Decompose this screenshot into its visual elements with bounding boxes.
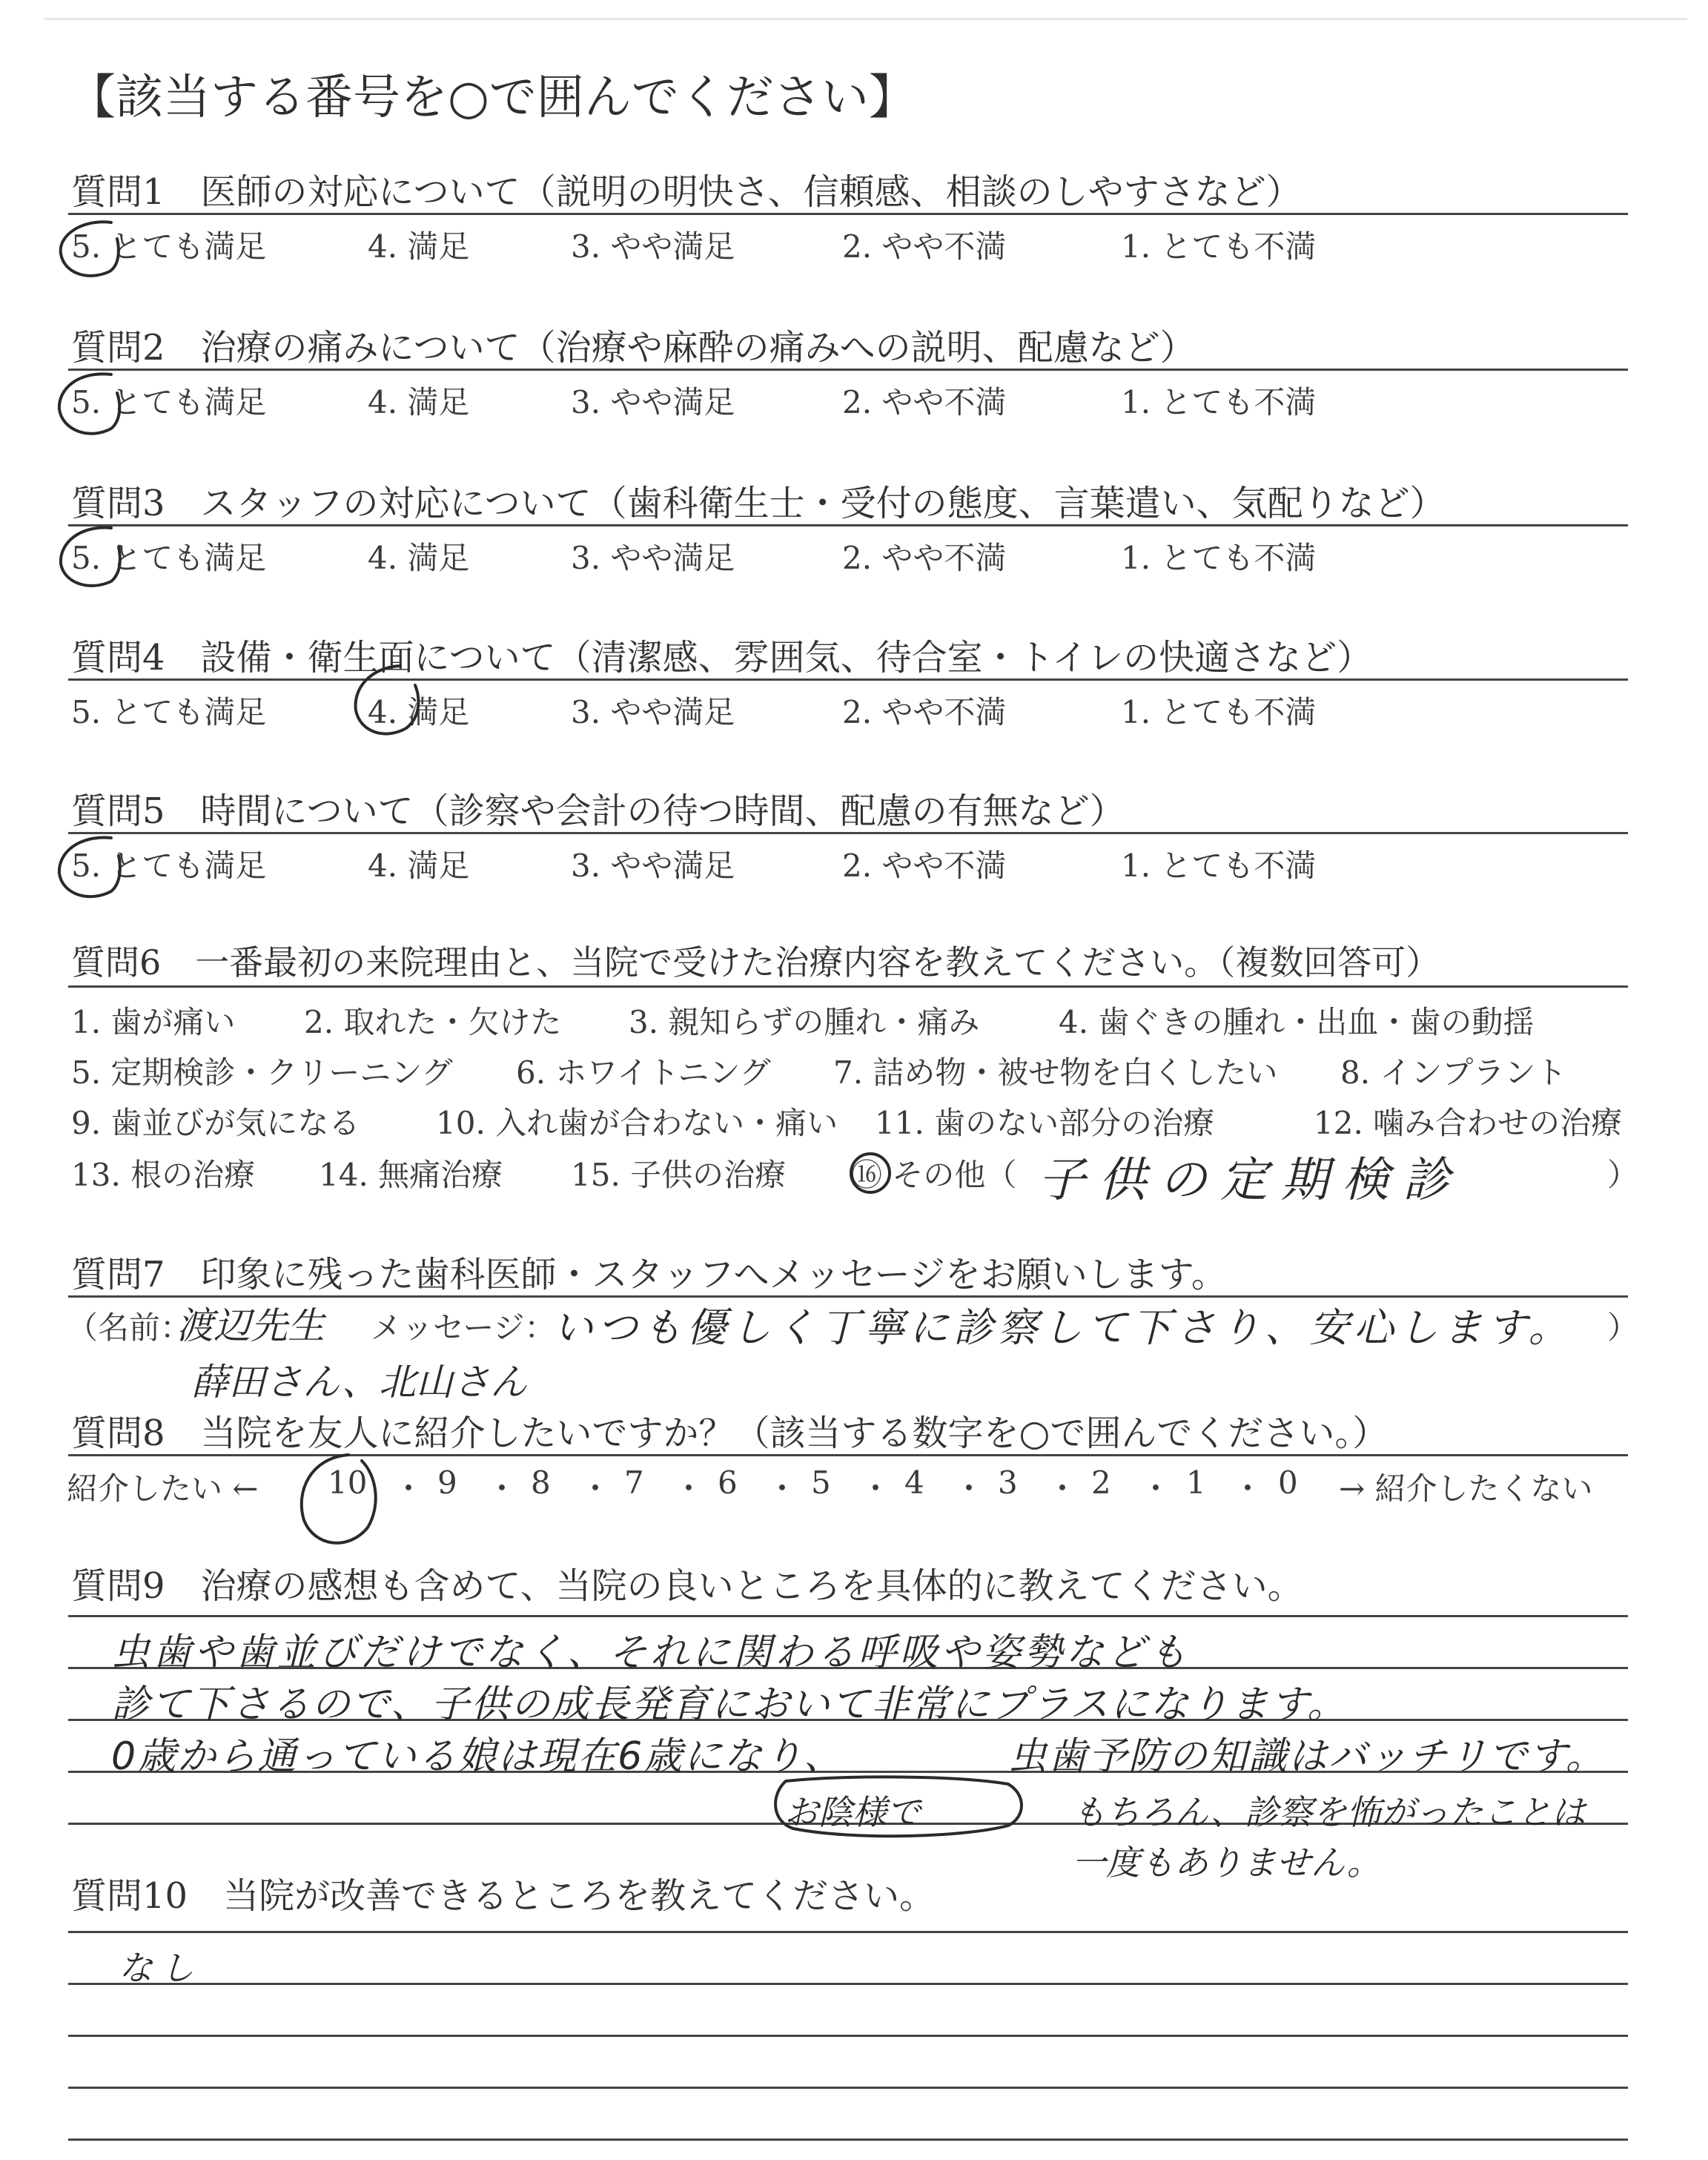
- q9-answer-line-3[interactable]: 0歳から通っている娘は現在6歳になり、: [111, 1734, 844, 1779]
- q6-option-16[interactable]: ⑯ その他（: [851, 1157, 1017, 1193]
- q4-option-1[interactable]: 1. とても不満: [1121, 694, 1317, 730]
- q8-scale-sep: ・: [860, 1470, 892, 1507]
- q8-right-label: → 紹介したくない: [1339, 1470, 1593, 1507]
- q4-option-5[interactable]: 5. とても満足: [71, 694, 267, 730]
- q6-close-paren: ）: [1607, 1157, 1639, 1193]
- q6-option-5[interactable]: 5. 定期検診・クリーニング: [71, 1054, 453, 1091]
- form-header: 【該当する番号を○で囲んでください】: [68, 70, 916, 125]
- q6-title: 質問6 一番最初の来院理由と、当院で受けた治療内容を教えてください。（複数回答可）: [71, 942, 1440, 982]
- q9-rule-1: [68, 1615, 1628, 1617]
- q8-scale-10[interactable]: 10: [328, 1464, 368, 1501]
- q4-option-4[interactable]: 4. 満足: [368, 694, 470, 730]
- q4-title: 質問4 設備・衛生面について（清潔感、雰囲気、待合室・トイレの快適さなど）: [71, 637, 1373, 678]
- q8-scale-8[interactable]: 8: [531, 1464, 551, 1501]
- q8-scale-7[interactable]: 7: [624, 1464, 644, 1501]
- q9-answer-line-6[interactable]: もちろん、診察を怖がったことは: [1072, 1792, 1586, 1832]
- q6-option-10[interactable]: 10. 入れ歯が合わない・痛い: [436, 1105, 838, 1141]
- q6-option-4[interactable]: 4. 歯ぐきの腫れ・出血・歯の動揺: [1059, 1004, 1535, 1040]
- q8-scale-5[interactable]: 5: [811, 1464, 831, 1501]
- q7-name-label: （名前：: [67, 1309, 192, 1346]
- q10-answer[interactable]: なし: [119, 1948, 202, 1988]
- q1-option-3[interactable]: 3. やや満足: [571, 228, 735, 265]
- q7-title: 質問7 印象に残った歯科医師・スタッフへメッセージをお願いします。: [71, 1254, 1227, 1295]
- q3-option-5[interactable]: 5. とても満足: [71, 540, 267, 576]
- q6-option-11[interactable]: 11. 歯のない部分の治療: [875, 1105, 1215, 1141]
- q9-answer-line-1[interactable]: 虫歯や歯並びだけでなく、それに関わる呼吸や姿勢なども: [111, 1631, 1190, 1675]
- q2-option-4[interactable]: 4. 満足: [368, 384, 470, 420]
- q3-option-3[interactable]: 3. やや満足: [571, 540, 735, 576]
- q9-answer-okage[interactable]: お陰様で: [784, 1792, 921, 1832]
- q6-option-14[interactable]: 14. 無痛治療: [319, 1157, 503, 1193]
- q7-message-label: メッセージ：: [371, 1309, 556, 1346]
- q4-option-3[interactable]: 3. やや満足: [571, 694, 735, 730]
- q1-option-4[interactable]: 4. 満足: [368, 228, 470, 265]
- q5-option-4[interactable]: 4. 満足: [368, 848, 470, 884]
- q5-option-5[interactable]: 5. とても満足: [71, 848, 267, 884]
- q6-other-answer[interactable]: 子供の定期検診: [1038, 1153, 1463, 1208]
- q8-scale-sep: ・: [673, 1470, 705, 1507]
- q7-message-answer[interactable]: いつも優しく丁寧に診察して下さり、安心します。: [553, 1304, 1573, 1351]
- q8-title: 質問8 当院を友人に紹介したいですか？（該当する数字を○で囲んでください。）: [71, 1413, 1388, 1454]
- q9-answer-line-4[interactable]: 虫歯予防の知識はバッチリです。: [1008, 1734, 1606, 1779]
- q5-rule: [68, 832, 1628, 834]
- q6-option-13[interactable]: 13. 根の治療: [71, 1157, 256, 1193]
- q8-scale-9[interactable]: 9: [437, 1464, 457, 1501]
- q2-option-3[interactable]: 3. やや満足: [571, 384, 735, 420]
- q5-option-2[interactable]: 2. やや不満: [842, 848, 1007, 884]
- top-border: [44, 18, 1687, 20]
- q3-option-4[interactable]: 4. 満足: [368, 540, 470, 576]
- q6-option-8[interactable]: 8. インプラント: [1340, 1054, 1567, 1091]
- q4-rule: [68, 678, 1628, 681]
- q2-option-2[interactable]: 2. やや不満: [842, 384, 1007, 420]
- q2-option-1[interactable]: 1. とても不満: [1121, 384, 1317, 420]
- q8-scale-sep: ・: [953, 1470, 985, 1507]
- q2-rule: [68, 369, 1628, 371]
- q8-scale-sep: ・: [393, 1470, 425, 1507]
- q7-name-answer-2[interactable]: 薛田さん、北山さん: [191, 1361, 527, 1404]
- q10-rule-5: [68, 2138, 1628, 2141]
- q8-left-label: 紹介したい ←: [67, 1470, 259, 1507]
- q8-scale-sep: ・: [1047, 1470, 1079, 1507]
- q10-rule-3: [68, 2035, 1628, 2037]
- q1-rule: [68, 213, 1628, 215]
- q6-option-1[interactable]: 1. 歯が痛い: [71, 1004, 236, 1040]
- q1-title: 質問1 医師の対応について（説明の明快さ、信頼感、相談のしやすさなど）: [71, 171, 1302, 213]
- q8-scale-1[interactable]: 1: [1186, 1464, 1206, 1501]
- q10-rule-1: [68, 1931, 1628, 1933]
- q6-option-15[interactable]: 15. 子供の治療: [571, 1157, 787, 1193]
- q7-close-paren: ）: [1607, 1309, 1639, 1346]
- q6-option-12[interactable]: 12. 噛み合わせの治療: [1314, 1105, 1623, 1141]
- q1-option-2[interactable]: 2. やや不満: [842, 228, 1007, 265]
- q3-title: 質問3 スタッフの対応について（歯科衛生士・受付の態度、言葉遣い、気配りなど）: [71, 483, 1446, 524]
- q6-option-3[interactable]: 3. 親知らずの腫れ・痛み: [629, 1004, 980, 1040]
- q8-scale-0[interactable]: 0: [1278, 1464, 1298, 1501]
- q3-option-1[interactable]: 1. とても不満: [1121, 540, 1317, 576]
- q6-rule: [68, 985, 1628, 988]
- q8-scale-2[interactable]: 2: [1091, 1464, 1111, 1501]
- q6-option-7[interactable]: 7. 詰め物・被せ物を白くしたい: [833, 1054, 1278, 1091]
- q3-rule: [68, 524, 1628, 526]
- q8-rule: [68, 1454, 1628, 1456]
- q8-scale-sep: ・: [580, 1470, 612, 1507]
- q4-option-2[interactable]: 2. やや不満: [842, 694, 1007, 730]
- q9-answer-line-7[interactable]: 一度もありません。: [1072, 1843, 1381, 1883]
- q8-scale-4[interactable]: 4: [904, 1464, 924, 1501]
- q2-option-5[interactable]: 5. とても満足: [71, 384, 267, 420]
- q2-title: 質問2 治療の痛みについて（治療や麻酔の痛みへの説明、配慮など）: [71, 327, 1196, 369]
- q8-scale-6[interactable]: 6: [718, 1464, 738, 1501]
- q7-name-answer[interactable]: 渡辺先生: [176, 1304, 325, 1347]
- q10-rule-2: [68, 1983, 1628, 1985]
- q1-option-1[interactable]: 1. とても不満: [1121, 228, 1317, 265]
- q8-scale-sep: ・: [1232, 1470, 1264, 1507]
- q5-title: 質問5 時間について（診察や会計の待つ時間、配慮の有無など）: [71, 790, 1125, 832]
- q9-title: 質問9 治療の感想も含めて、当院の良いところを具体的に教えてください。: [71, 1565, 1303, 1607]
- q8-scale-sep: ・: [1140, 1470, 1172, 1507]
- q3-option-2[interactable]: 2. やや不満: [842, 540, 1007, 576]
- q1-option-5[interactable]: 5. とても満足: [71, 228, 267, 265]
- q5-option-3[interactable]: 3. やや満足: [571, 848, 735, 884]
- q8-scale-3[interactable]: 3: [998, 1464, 1018, 1501]
- q5-option-1[interactable]: 1. とても不満: [1121, 848, 1317, 884]
- q6-option-2[interactable]: 2. 取れた・欠けた: [304, 1004, 562, 1040]
- q6-option-6[interactable]: 6. ホワイトニング: [516, 1054, 771, 1091]
- q8-scale-sep: ・: [486, 1470, 518, 1507]
- q10-rule-4: [68, 2087, 1628, 2089]
- q6-option-9[interactable]: 9. 歯並びが気になる: [71, 1105, 360, 1141]
- q10-title: 質問10 当院が改善できるところを教えてください。: [71, 1875, 936, 1917]
- q9-answer-line-2[interactable]: 診て下さるので、子供の成長発育において非常にプラスになります。: [111, 1682, 1348, 1727]
- q8-scale-sep: ・: [767, 1470, 798, 1507]
